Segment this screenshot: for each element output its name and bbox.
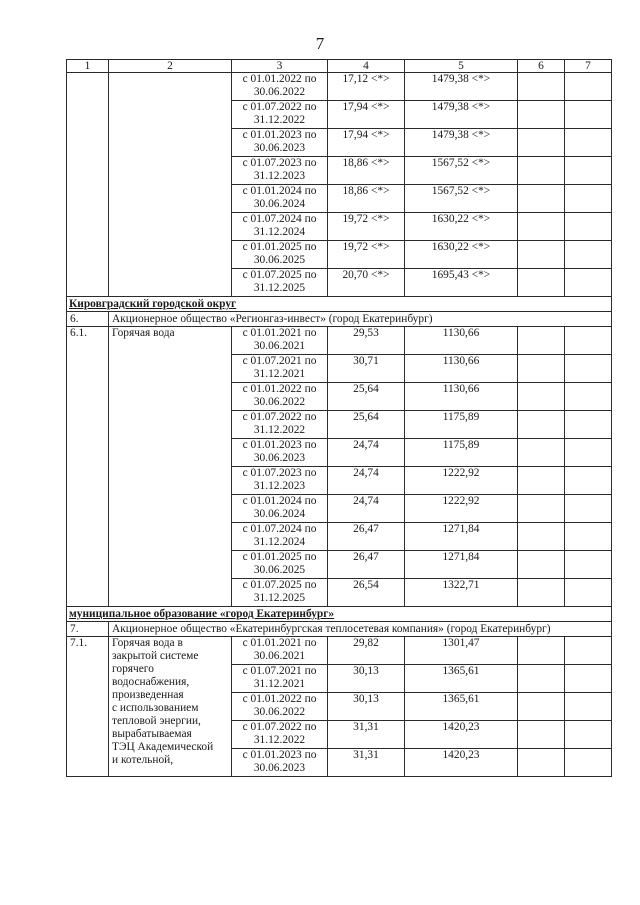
column-number-cell: 1 [67,60,109,73]
empty-cell-col6 [518,213,565,241]
period-cell [232,157,328,185]
empty-cell-col7 [565,241,612,269]
period-cell [232,269,328,297]
column-number-row [67,60,612,73]
tariff-value-col4: 18,86 <*> [328,185,405,213]
tariff-value-col4: 24,74 [328,439,405,467]
tariff-value-col4: 17,12 <*> [328,73,405,101]
period-cell [232,213,328,241]
column-number-cell: 6 [518,60,565,73]
tariff-value-col5: 1479,38 <*> [405,101,518,129]
empty-cell-col6 [518,383,565,411]
period-start: с 01.07.2023 по [242,467,317,479]
empty-cell-col7 [565,213,612,241]
item-name [109,637,232,777]
period-end: 31.12.2021 [253,678,306,690]
tariff-value-col4: 17,94 <*> [328,101,405,129]
tariff-value-col5: 1130,66 [405,355,518,383]
item-number: 6.1. [67,327,109,607]
empty-cell-col6 [518,241,565,269]
item-name-line: тепловой энергии, [112,715,201,727]
period-end: 30.06.2023 [253,762,306,774]
tariff-value-col5: 1222,92 [405,495,518,523]
period-start: с 01.01.2024 по [242,495,317,507]
period-cell [232,383,328,411]
tariff-value-col4: 29,53 [328,327,405,355]
tariff-value-col5: 1130,66 [405,383,518,411]
item-name-cell [109,73,232,297]
period-end: 31.12.2025 [253,592,306,604]
tariff-value-col4: 31,31 [328,721,405,749]
period-cell [232,185,328,213]
period-end: 31.12.2025 [253,282,306,294]
period-end: 30.06.2022 [253,396,306,408]
tariff-value-col5: 1175,89 [405,439,518,467]
empty-cell-col7 [565,721,612,749]
tariff-value-col4: 18,86 <*> [328,157,405,185]
period-start: с 01.07.2025 по [242,579,317,591]
column-number-cell: 3 [232,60,328,73]
period-start: с 01.07.2022 по [242,411,317,423]
empty-cell-col6 [518,749,565,777]
column-number-cell: 7 [565,60,612,73]
item-number-cell [67,73,109,297]
empty-cell-col6 [518,73,565,101]
org-number: 7. [67,622,109,637]
empty-cell-col7 [565,157,612,185]
tariff-value-col5: 1130,66 [405,327,518,355]
item-name-line: с использованием [112,702,199,714]
period-end: 31.12.2022 [253,114,306,126]
tariff-row [67,637,612,665]
period-cell [232,495,328,523]
empty-cell-col7 [565,749,612,777]
tariff-value-col4: 19,72 <*> [328,241,405,269]
tariff-value-col5: 1479,38 <*> [405,73,518,101]
tariff-value-col5: 1567,52 <*> [405,157,518,185]
empty-cell-col7 [565,129,612,157]
empty-cell-col7 [565,523,612,551]
period-start: с 01.07.2022 по [242,721,317,733]
empty-cell-col7 [565,383,612,411]
period-end: 30.06.2025 [253,254,306,266]
period-cell [232,637,328,665]
org-name: Акционерное общество «Регионгаз-инвест» (город Екатеринбург) [109,312,612,327]
item-name-line: водоснабжения, [112,676,190,688]
period-start: с 01.01.2025 по [242,241,317,253]
period-end: 30.06.2024 [253,508,306,520]
tariff-table [66,59,612,777]
period-start: с 01.01.2024 по [242,185,317,197]
item-name-line: ТЭЦ Академической [112,741,214,753]
period-cell [232,411,328,439]
period-end: 30.06.2021 [253,340,306,352]
empty-cell-col6 [518,101,565,129]
period-start: с 01.07.2023 по [242,157,317,169]
period-start: с 01.01.2023 по [242,129,317,141]
empty-cell-col7 [565,73,612,101]
empty-cell-col6 [518,693,565,721]
period-start: с 01.07.2021 по [242,665,317,677]
org-name: Акционерное общество «Екатеринбургская теплосетевая компания» (город Екатеринбург) [109,622,612,637]
period-start: с 01.01.2022 по [242,693,317,705]
period-cell [232,523,328,551]
tariff-value-col4: 25,64 [328,411,405,439]
period-start: с 01.01.2022 по [242,383,317,395]
section-title-ekaterinburg: муниципальное образование «город Екатеринбург» [67,607,612,622]
item-name-line: Горячая вода в [112,637,183,649]
period-cell [232,101,328,129]
empty-cell-col6 [518,467,565,495]
tariff-value-col4: 24,74 [328,495,405,523]
empty-cell-col6 [518,551,565,579]
period-cell [232,355,328,383]
empty-cell-col6 [518,129,565,157]
org-row [67,312,612,327]
tariff-value-col5: 1420,23 [405,749,518,777]
tariff-value-col5: 1567,52 <*> [405,185,518,213]
period-start: с 01.07.2021 по [242,355,317,367]
period-start: с 01.01.2023 по [242,439,317,451]
period-cell [232,693,328,721]
empty-cell-col7 [565,579,612,607]
tariff-value-col4: 19,72 <*> [328,213,405,241]
tariff-value-col5: 1175,89 [405,411,518,439]
empty-cell-col6 [518,439,565,467]
period-start: с 01.01.2022 по [242,73,317,85]
tariff-value-col5: 1271,84 [405,523,518,551]
tariff-value-col4: 30,71 [328,355,405,383]
period-cell [232,73,328,101]
empty-cell-col6 [518,185,565,213]
empty-cell-col7 [565,637,612,665]
tariff-value-col5: 1420,23 [405,721,518,749]
empty-cell-col7 [565,269,612,297]
period-end: 31.12.2024 [253,536,306,548]
empty-cell-col7 [565,693,612,721]
tariff-value-col4: 20,70 <*> [328,269,405,297]
period-cell [232,749,328,777]
empty-cell-col6 [518,721,565,749]
empty-cell-col6 [518,327,565,355]
item-name-line: горячего [112,663,154,675]
empty-cell-col7 [565,495,612,523]
tariff-value-col5: 1222,92 [405,467,518,495]
period-cell [232,241,328,269]
tariff-value-col4: 30,13 [328,665,405,693]
period-cell [232,327,328,355]
period-start: с 01.01.2023 по [242,749,317,761]
period-end: 31.12.2023 [253,480,306,492]
tariff-value-col5: 1479,38 <*> [405,129,518,157]
tariff-value-col5: 1301,47 [405,637,518,665]
period-cell [232,439,328,467]
period-cell [232,129,328,157]
column-number-cell: 2 [109,60,232,73]
tariff-value-col4: 30,13 [328,693,405,721]
item-name-line: произведенная [112,689,184,701]
item-name-line: и котельной, [112,754,174,766]
period-cell [232,551,328,579]
period-end: 30.06.2023 [253,452,306,464]
period-start: с 01.07.2022 по [242,101,317,113]
empty-cell-col6 [518,411,565,439]
period-end: 31.12.2023 [253,170,306,182]
empty-cell-col6 [518,665,565,693]
tariff-value-col5: 1322,71 [405,579,518,607]
tariff-value-col5: 1271,84 [405,551,518,579]
tariff-value-col4: 26,47 [328,551,405,579]
org-number: 6. [67,312,109,327]
tariff-value-col4: 25,64 [328,383,405,411]
period-start: с 01.01.2021 по [242,637,317,649]
empty-cell-col7 [565,551,612,579]
tariff-value-col4: 24,74 [328,467,405,495]
empty-cell-col7 [565,101,612,129]
empty-cell-col7 [565,665,612,693]
tariff-value-col5: 1630,22 <*> [405,241,518,269]
empty-cell-col6 [518,157,565,185]
period-cell [232,579,328,607]
period-end: 30.06.2024 [253,198,306,210]
empty-cell-col7 [565,411,612,439]
period-end: 30.06.2025 [253,564,306,576]
org-row [67,622,612,637]
item-number: 7.1. [67,637,109,777]
empty-cell-col7 [565,439,612,467]
tariff-row [67,73,612,101]
tariff-value-col5: 1695,43 <*> [405,269,518,297]
tariff-value-col5: 1365,61 [405,665,518,693]
period-cell [232,721,328,749]
period-start: с 01.01.2025 по [242,551,317,563]
period-end: 31.12.2021 [253,368,306,380]
section-title-kirovgrad-row [67,297,612,312]
empty-cell-col6 [518,523,565,551]
item-name: Горячая вода [109,327,232,607]
tariff-value-col4: 31,31 [328,749,405,777]
item-name-line: вырабатываемая [112,728,192,740]
period-end: 30.06.2022 [253,706,306,718]
tariff-value-col4: 26,54 [328,579,405,607]
empty-cell-col6 [518,269,565,297]
period-cell [232,665,328,693]
empty-cell-col7 [565,467,612,495]
empty-cell-col7 [565,185,612,213]
column-number-cell: 4 [328,60,405,73]
period-end: 31.12.2024 [253,226,306,238]
empty-cell-col6 [518,637,565,665]
period-start: с 01.01.2021 по [242,327,317,339]
empty-cell-col6 [518,495,565,523]
empty-cell-col7 [565,355,612,383]
tariff-value-col5: 1365,61 [405,693,518,721]
tariff-value-col4: 26,47 [328,523,405,551]
period-end: 31.12.2022 [253,734,306,746]
period-end: 31.12.2022 [253,424,306,436]
period-cell [232,467,328,495]
tariff-value-col4: 29,82 [328,637,405,665]
period-start: с 01.07.2025 по [242,269,317,281]
period-end: 30.06.2021 [253,650,306,662]
column-number-cell: 5 [405,60,518,73]
period-end: 30.06.2023 [253,142,306,154]
section-title-kirovgrad: Кировградский городской округ [67,297,612,312]
tariff-value-col4: 17,94 <*> [328,129,405,157]
empty-cell-col7 [565,327,612,355]
period-end: 30.06.2022 [253,86,306,98]
section-title-ekaterinburg-row [67,607,612,622]
tariff-value-col5: 1630,22 <*> [405,213,518,241]
tariff-row [67,327,612,355]
empty-cell-col6 [518,579,565,607]
period-start: с 01.07.2024 по [242,523,317,535]
period-start: с 01.07.2024 по [242,213,317,225]
empty-cell-col6 [518,355,565,383]
page-number: 7 [315,34,325,53]
item-name-line: закрытой системе [112,650,199,662]
